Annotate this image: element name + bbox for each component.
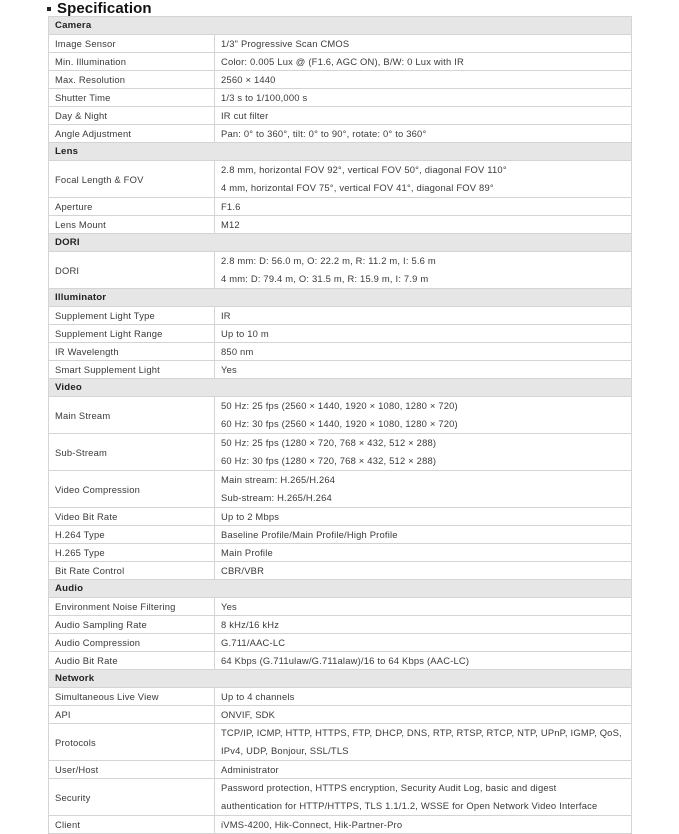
spec-value-line: 2.8 mm: D: 56.0 m, O: 22.2 m, R: 11.2 m, I: 5.6 m [221, 255, 436, 266]
spec-row [49, 125, 632, 143]
spec-value: Administrator [215, 761, 632, 779]
spec-label: Audio Sampling Rate [49, 616, 215, 634]
spec-label: Sub-Stream [49, 434, 215, 471]
section-header-row [49, 143, 632, 161]
spec-value-line: 4 mm, horizontal FOV 75°, vertical FOV 41°, diagonal FOV 89° [221, 182, 494, 193]
spec-value: Color: 0.005 Lux @ (F1.6, AGC ON), B/W: 0 Lux with IR [215, 53, 632, 71]
spec-row [49, 598, 632, 616]
spec-label: Min. Illumination [49, 53, 215, 71]
spec-value: 2560 × 1440 [215, 71, 632, 89]
spec-value: Up to 2 Mbps [215, 508, 632, 526]
spec-row [49, 816, 632, 834]
spec-label: Supplement Light Range [49, 325, 215, 343]
spec-value-line: 2.8 mm, horizontal FOV 92°, vertical FOV 50°, diagonal FOV 110° [221, 164, 507, 175]
spec-row [49, 508, 632, 526]
spec-label: User/Host [49, 761, 215, 779]
section-header: Network [49, 670, 632, 688]
spec-value [215, 434, 632, 471]
spec-row [49, 562, 632, 580]
spec-value-line: Main stream: H.265/H.264 [221, 474, 336, 485]
spec-value-line: 60 Hz: 30 fps (2560 × 1440, 1920 × 1080, 1280 × 720) [221, 418, 458, 429]
spec-label: API [49, 706, 215, 724]
spec-value-line: 50 Hz: 25 fps (1280 × 720, 768 × 432, 512 × 288) [221, 437, 437, 448]
spec-value-line: authentication for HTTP/HTTPS, TLS 1.1/1.2, WSSE for Open Network Video Interface [221, 800, 598, 811]
spec-row [49, 161, 632, 198]
spec-row [49, 71, 632, 89]
spec-value [215, 779, 632, 816]
spec-value: Pan: 0° to 360°, tilt: 0° to 90°, rotate: 0° to 360° [215, 125, 632, 143]
spec-label: Aperture [49, 198, 215, 216]
spec-row [49, 434, 632, 471]
spec-row [49, 89, 632, 107]
spec-row [49, 198, 632, 216]
page-title-text: Specification [57, 0, 152, 17]
spec-label: H.264 Type [49, 526, 215, 544]
spec-value: Up to 10 m [215, 325, 632, 343]
spec-row [49, 688, 632, 706]
spec-value: Baseline Profile/Main Profile/High Profile [215, 526, 632, 544]
section-header-row [49, 17, 632, 35]
spec-value: F1.6 [215, 198, 632, 216]
spec-label: IR Wavelength [49, 343, 215, 361]
section-header: Camera [49, 17, 632, 35]
spec-label: Lens Mount [49, 216, 215, 234]
spec-value: IR cut filter [215, 107, 632, 125]
spec-row [49, 325, 632, 343]
spec-row [49, 216, 632, 234]
spec-value-line: 60 Hz: 30 fps (1280 × 720, 768 × 432, 512 × 288) [221, 455, 437, 466]
spec-label: Angle Adjustment [49, 125, 215, 143]
spec-row [49, 107, 632, 125]
spec-row [49, 471, 632, 508]
spec-row [49, 779, 632, 816]
spec-label: Audio Bit Rate [49, 652, 215, 670]
spec-row [49, 35, 632, 53]
spec-label: Supplement Light Type [49, 307, 215, 325]
spec-label: Security [49, 779, 215, 816]
spec-row [49, 361, 632, 379]
spec-row [49, 53, 632, 71]
spec-row [49, 761, 632, 779]
section-header-row [49, 289, 632, 307]
spec-value [215, 252, 632, 289]
spec-value: ONVIF, SDK [215, 706, 632, 724]
spec-value [215, 471, 632, 508]
spec-label: DORI [49, 252, 215, 289]
spec-label: Simultaneous Live View [49, 688, 215, 706]
spec-row [49, 616, 632, 634]
spec-label: Main Stream [49, 397, 215, 434]
spec-value-line: TCP/IP, ICMP, HTTP, HTTPS, FTP, DHCP, DNS, RTP, RTSP, RTCP, NTP, UPnP, IGMP, QoS, [221, 727, 622, 738]
spec-row [49, 343, 632, 361]
spec-label: Shutter Time [49, 89, 215, 107]
spec-row [49, 706, 632, 724]
spec-label: H.265 Type [49, 544, 215, 562]
spec-value [215, 724, 632, 761]
spec-value: IR [215, 307, 632, 325]
section-header-row [49, 379, 632, 397]
spec-label: Environment Noise Filtering [49, 598, 215, 616]
spec-value: CBR/VBR [215, 562, 632, 580]
spec-label: Smart Supplement Light [49, 361, 215, 379]
page-title [47, 0, 152, 16]
spec-row [49, 652, 632, 670]
spec-label: Focal Length & FOV [49, 161, 215, 198]
spec-value: Main Profile [215, 544, 632, 562]
spec-value-line: IPv4, UDP, Bonjour, SSL/TLS [221, 745, 349, 756]
spec-row [49, 252, 632, 289]
section-header: Video [49, 379, 632, 397]
spec-value: G.711/AAC-LC [215, 634, 632, 652]
spec-value: 1/3 s to 1/100,000 s [215, 89, 632, 107]
spec-label: Max. Resolution [49, 71, 215, 89]
spec-label: Bit Rate Control [49, 562, 215, 580]
spec-row [49, 544, 632, 562]
section-header: DORI [49, 234, 632, 252]
spec-label: Client [49, 816, 215, 834]
spec-row [49, 724, 632, 761]
spec-value: Yes [215, 361, 632, 379]
spec-value: iVMS-4200, Hik-Connect, Hik-Partner-Pro [215, 816, 632, 834]
title-bullet [47, 7, 51, 11]
spec-row [49, 307, 632, 325]
spec-label: Audio Compression [49, 634, 215, 652]
section-header-row [49, 234, 632, 252]
spec-label: Video Compression [49, 471, 215, 508]
section-header-row [49, 580, 632, 598]
spec-value: 8 kHz/16 kHz [215, 616, 632, 634]
spec-value: Up to 4 channels [215, 688, 632, 706]
spec-value: 1/3" Progressive Scan CMOS [215, 35, 632, 53]
spec-row [49, 397, 632, 434]
spec-value: 850 nm [215, 343, 632, 361]
spec-label: Image Sensor [49, 35, 215, 53]
spec-value: M12 [215, 216, 632, 234]
spec-label: Day & Night [49, 107, 215, 125]
spec-row [49, 634, 632, 652]
spec-value [215, 161, 632, 198]
spec-value: Yes [215, 598, 632, 616]
spec-value-line: Sub-stream: H.265/H.264 [221, 492, 332, 503]
spec-value-line: Password protection, HTTPS encryption, Security Audit Log, basic and digest [221, 782, 557, 793]
spec-label: Video Bit Rate [49, 508, 215, 526]
spec-value [215, 397, 632, 434]
spec-value-line: 50 Hz: 25 fps (2560 × 1440, 1920 × 1080, 1280 × 720) [221, 400, 458, 411]
spec-value: 64 Kbps (G.711ulaw/G.711alaw)/16 to 64 Kbps (AAC-LC) [215, 652, 632, 670]
spec-label: Protocols [49, 724, 215, 761]
section-header-row [49, 670, 632, 688]
specification-table [48, 16, 632, 834]
section-header: Audio [49, 580, 632, 598]
section-header: Illuminator [49, 289, 632, 307]
specification-table-body [49, 17, 632, 834]
section-header: Lens [49, 143, 632, 161]
spec-value-line: 4 mm: D: 79.4 m, O: 31.5 m, R: 15.9 m, I: 7.9 m [221, 273, 429, 284]
spec-row [49, 526, 632, 544]
